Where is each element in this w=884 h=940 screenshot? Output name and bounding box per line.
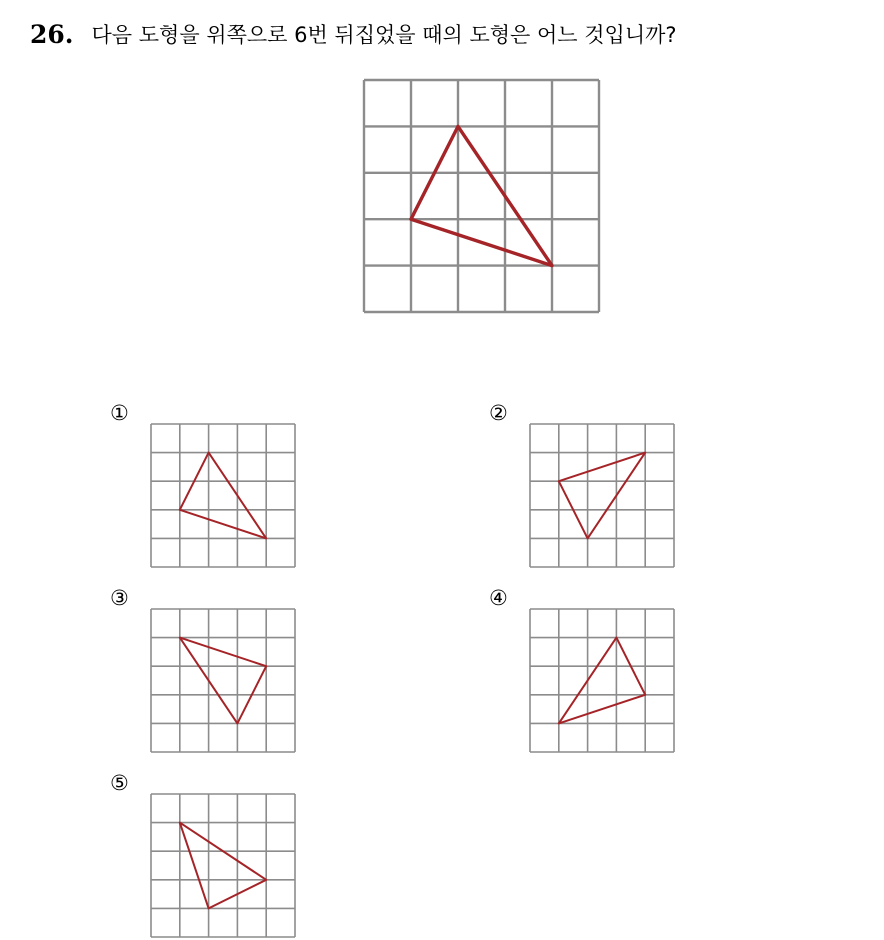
option-figure-5[interactable] <box>151 794 295 937</box>
triangle-shape <box>411 126 552 265</box>
option-figure-1[interactable] <box>151 424 295 567</box>
option-figure-2[interactable] <box>530 424 674 567</box>
question-header <box>30 14 677 54</box>
option-label-3: ③ <box>110 586 129 610</box>
option-label-1: ① <box>110 401 129 425</box>
main-figure <box>364 80 599 312</box>
option-label-5: ⑤ <box>110 771 129 795</box>
grid-lines <box>151 609 295 752</box>
triangle-shape <box>180 453 266 539</box>
option-figure-3[interactable] <box>151 609 295 752</box>
triangle-shape <box>180 638 266 724</box>
triangle-shape <box>559 638 645 724</box>
grid-lines <box>151 794 295 937</box>
option-label-2: ② <box>489 401 508 425</box>
grid-lines <box>530 424 674 567</box>
triangle-shape <box>559 453 645 539</box>
option-figure-4[interactable] <box>530 609 674 752</box>
grid-lines <box>151 424 295 567</box>
option-label-4: ④ <box>489 586 508 610</box>
grid-lines <box>530 609 674 752</box>
question-text: 다음 도형을 위쪽으로 6번 뒤집었을 때의 도형은 어느 것입니까? <box>91 23 677 47</box>
question-number: 26. <box>30 19 74 49</box>
grid-lines <box>364 80 599 312</box>
triangle-shape <box>180 823 266 909</box>
